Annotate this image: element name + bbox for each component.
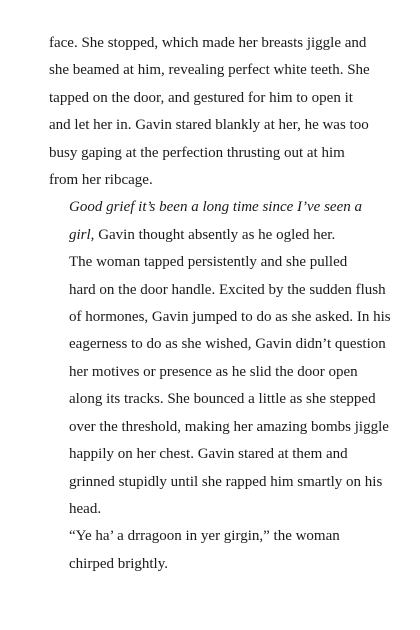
text-run: head. (69, 500, 102, 517)
text-run: tapped on the door, and gestured for him to open it (49, 89, 353, 106)
text-line (49, 277, 389, 304)
text-run: she beamed at him, revealing perfect white teeth. She (49, 62, 370, 79)
text-line (49, 57, 389, 84)
text-line (49, 85, 389, 112)
text-run: The woman tapped persistently and she pulled (69, 254, 348, 271)
text-line (49, 523, 389, 550)
text-run: hard on the door handle. Excited by the sudden flush (69, 281, 386, 298)
text-line (49, 222, 389, 249)
text-run: her motives or presence as he slid the door open (69, 363, 358, 380)
text-line (49, 167, 389, 194)
text-run: grinned stupidly until she rapped him smartly on his (69, 473, 383, 490)
text-run: eagerness to do as she wished, Gavin didn’t question (69, 336, 386, 353)
body-text (49, 30, 389, 578)
text-line (49, 386, 389, 413)
text-run: Gavin thought absently as he ogled her. (94, 226, 336, 243)
text-line (49, 30, 389, 57)
text-line (49, 249, 389, 276)
text-line (49, 359, 389, 386)
text-line (49, 414, 389, 441)
text-line (49, 469, 389, 496)
text-line (49, 140, 389, 167)
text-run: face. She stopped, which made her breasts jiggle and (49, 35, 367, 51)
text-run: of hormones, Gavin jumped to do as she asked. In his (69, 309, 391, 326)
text-run: along its tracks. She bounced a little as she stepped (69, 391, 376, 408)
text-run: over the threshold, making her amazing bombs jiggle (69, 418, 389, 435)
text-run: happily on her chest. Gavin stared at them and (69, 446, 348, 463)
paragraph-4 (49, 523, 389, 578)
text-line (49, 496, 389, 523)
text-run: and let her in. Gavin stared blankly at her, he was too (49, 117, 369, 134)
paragraph-2 (49, 194, 389, 249)
italic-text: girl, (69, 226, 95, 243)
text-line (49, 112, 389, 139)
text-line (49, 441, 389, 468)
text-line (49, 194, 389, 221)
italic-text: Good grief it’s been a long time since I’ve seen a (69, 199, 362, 216)
text-run: “Ye ha’ a drragoon in yer girgin,” the woman (69, 528, 340, 545)
text-line (49, 331, 389, 358)
text-line (49, 551, 389, 578)
paragraph-3 (49, 249, 389, 523)
text-line (49, 304, 389, 331)
paragraph-1 (49, 30, 389, 194)
text-run: chirped brightly. (69, 555, 169, 572)
text-run: from her ribcage. (49, 172, 153, 189)
text-run: busy gaping at the perfection thrusting out at him (49, 144, 345, 161)
